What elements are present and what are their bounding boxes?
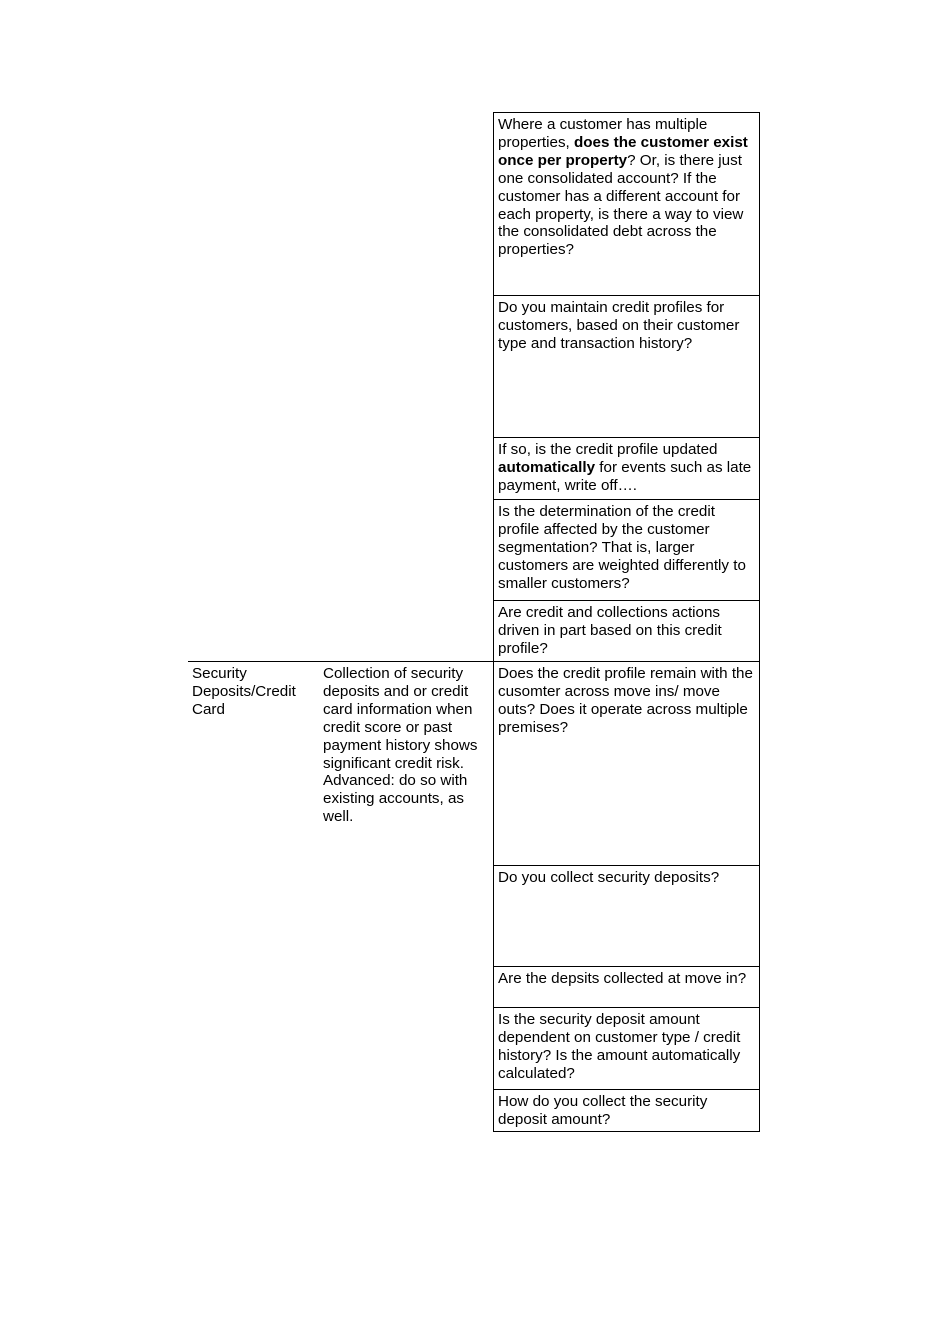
- question-text: Is the security deposit amount dependent on customer type / credit history? Is the amount automatically calculated?: [498, 1011, 741, 1082]
- question-cell-9: [493, 1007, 760, 1090]
- question-emphasis: does the customer exist once per property: [498, 133, 748, 169]
- question-cell-4: [493, 499, 760, 601]
- question-emphasis: automatically: [498, 458, 596, 476]
- question-text: How do you collect the security deposit amount?: [498, 1093, 708, 1128]
- question-text: Are the depsits collected at move in?: [498, 970, 747, 987]
- question-text: Do you collect security deposits?: [498, 869, 720, 886]
- description-cell: [319, 662, 493, 862]
- question-cell-3: [493, 437, 760, 500]
- question-text: Is the determination of the credit profile affected by the customer segmentation? That is, larger customers are weighted differently to smaller customers?: [498, 503, 746, 592]
- question-text-continued: for events such as late payment, write off….: [498, 458, 752, 494]
- question-cell-1: [493, 112, 760, 296]
- question-text: Does the credit profile remain with the cusomter across move ins/ move outs? Does it operate across multiple premises?: [498, 665, 753, 736]
- description-text: Collection of security deposits and or credit card information when credit score or past payment history shows significant credit risk. Advanced: do so with existing accounts, as well.: [323, 665, 478, 826]
- question-text: Where a customer has multiple properties,: [498, 116, 708, 151]
- question-cell-8: [493, 966, 760, 1008]
- question-cell-7: [493, 865, 760, 967]
- question-cell-2: [493, 295, 760, 438]
- category-cell: [188, 662, 316, 782]
- question-cell-5: [493, 600, 760, 662]
- question-text: Are credit and collections actions driven in part based on this credit profile?: [498, 604, 722, 657]
- question-cell-6: [493, 661, 760, 866]
- question-cell-10: [493, 1089, 760, 1132]
- category-label: Security Deposits/Credit Card: [192, 665, 296, 718]
- question-text: If so, is the credit profile updated: [498, 441, 718, 458]
- question-text-continued: ? Or, is there just one consolidated account? If the customer has a different account for each property, is there a way to view the consolidated debt across the properties?: [498, 151, 744, 259]
- question-text: Do you maintain credit profiles for customers, based on their customer type and transaction history?: [498, 299, 740, 352]
